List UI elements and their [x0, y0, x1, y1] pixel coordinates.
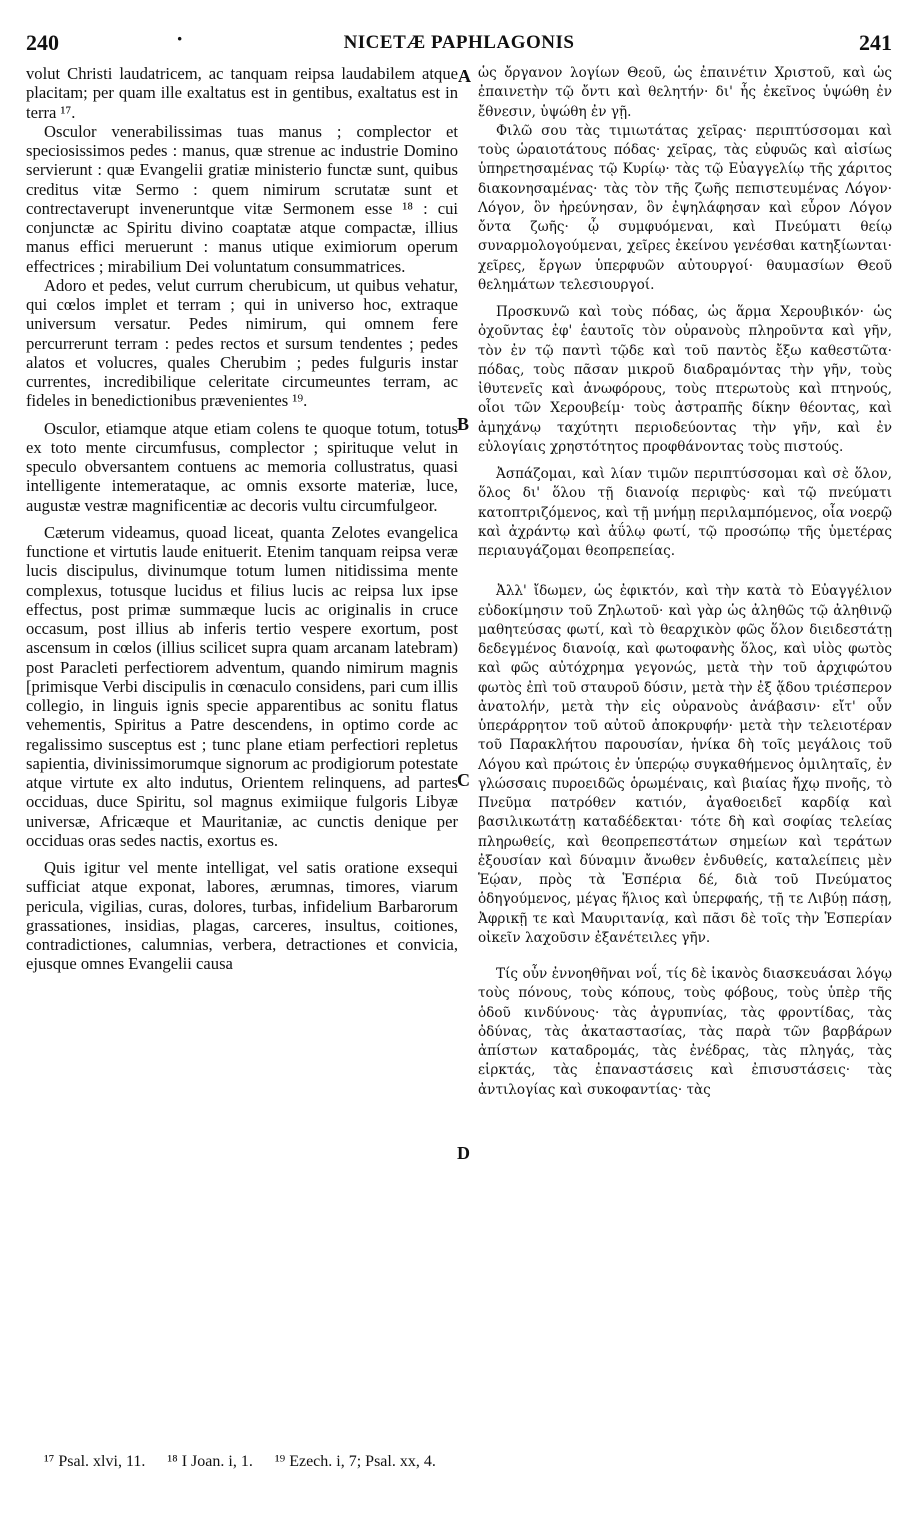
- greek-paragraph: Τίς οὖν ἐννοηθῆναι νοΐ, τίς δὲ ἱκανὸς διασκευάσαι λόγῳ τοὺς πόνους, τοὺς κόπους, τοὺς φόβους, τοὺς ὑπὲρ τῆς ὁδοῦ κινδύνους· τὰς ἀγρυπνίας, τὰς φροντίδας, τὰς ὀδύνας, τὰς ἀκαταστασίας, τὰς παρὰ τῶν βαρβάρων ἀπίστων καταδρομάς, τὰς ἐνέδρας, τὰς πληγάς, τὰς εἱρκτάς, τὰς ἐπαναστάσεις καὶ ἐπισυστάσεις· τὰς ἀντιλογίας καὶ συκοφαντίας· τὰς: [478, 966, 892, 1098]
- margin-marker-b: B: [457, 414, 470, 434]
- running-title: NICETÆ PAPHLAGONIS: [343, 32, 575, 53]
- latin-paragraph: Osculor, etiamque atque etiam colens te quoque totum, totus ex toto mente circumfusus, complector ; spirituque velut in speculo obversantem contuens ac memoria collustratus, quasi intelligente intemerataque, ac omnis exsorte materiæ, luce, augustæ vestræ magnificentiæ ac decoris vultu circumfulgeor.: [26, 418, 458, 515]
- latin-paragraph: Quis igitur vel mente intelligat, vel satis oratione exsequi sufficiat atque exponat, labores, ærumnas, timores, viarum pericula, vigilias, curas, dolores, turbas, infidelium Barbarorum grassationes, insidias, plagas, carceres, insultus, coitiones, contradictiones, calumnias, verbera, detractiones et convicia, ejusque omnes Evangelii causa: [26, 858, 458, 974]
- header-dot: ·: [176, 26, 184, 51]
- greek-paragraph: Ἀσπάζομαι, καὶ λίαν τιμῶν περιπτύσσομαι καὶ σὲ ὅλον, ὅλος δι' ὅλου τῇ διανοίᾳ περιφὺς· καὶ τῷ πνεύματι κατοπτριζόμενος, καὶ τῇ μνήμῃ περιλαμπόμενος, οἷα νοερῷ καὶ ἀχράντῳ καὶ ἀΰλῳ φωτί, τῷ προσώπῳ τῆς ὑμετέρας περιαυγάζομαι θεοπρεπείας.: [478, 466, 892, 559]
- greek-column: [478, 64, 892, 1100]
- margin-marker-c: C: [457, 770, 470, 790]
- latin-paragraph: Cæterum videamus, quoad liceat, quanta Zelotes evangelica functione et virtutis laude enituerit. Etenim tanquam reipsa veræ lucis discipulus, divinumque totum lumen nitidissima mente complexus, totusque lucidus et filius lucis ac reipsa lux ipse effectus, post primæ summæque lucis ac originalis in cruce occasum, post illius ab inferis tertio vespere exortum, post ascensum in cœlos (illius scilicet supra quam arcanam latebram) post Paracleti perfectiorem adventum, quando nimirum magnis [primisque Verbi discipulis in cœnaculo considens, pari cum illis collegio, in linguis ignis specie apparentibus ac sonitu flatus vehementis, Spiritus a Patre descendens, in optimo corde ac regalissimo susceptus est ; tunc plane etiam perfectiori repletus sapientia, divinissimorumque signorum ac prodigiorum potestate atque virtute ex alto indutus, Orientem relinquens, ad partes occiduas, duce Spiritu, sol magnus eximiique fulgoris Libyæ universæ, Africæque et Mauritaniæ, ac cunctis denique per occiduas oras sedes nactis, exortus es.: [26, 522, 458, 850]
- footnotes: [44, 1453, 454, 1471]
- greek-paragraph: Ἀλλ' ἴδωμεν, ὡς ἐφικτόν, καὶ τὴν κατὰ τὸ Εὐαγγέλιον εὐδοκίμησιν τοῦ Ζηλωτοῦ· καὶ γὰρ ὡς ἀληθῶς τῷ ἀληθινῷ μαθητεύσας φωτί, καὶ τὸ θεαρχικὸν φῶς ὅλον διειδεστάτῃ δεδεγμένος διανοίᾳ, καὶ φωτοφανὴς ὅλος, καὶ υἱὸς φωτὸς καὶ φῶς αὐτόχρημα γεγονώς, μετὰ τὴν τοῦ ἀρχιφώτου φωτὸς ἐπὶ τοῦ σταυροῦ δύσιν, μετὰ τὴν ἐξ ᾅδου τριέσπερον ἀνατολήν, μετὰ τὴν εἰς οὐρανοὺς ἀνάβασιν· εἴτ' οὖν ὑπεράρρητον τοῦ αὐτοῦ ἀποκρυφήν· μετὰ τὴν τελειοτέραν τοῦ Παρακλήτου παρουσίαν, ἡνίκα δὴ τοῖς μεγάλοις τοῦ Λόγου καὶ πρώτοις ἐν ὑπερῴῳ συγκαθήμενος ὁμιληταῖς, ἐν γλώσσαις πυροειδῶς ὁρωμέναις, καὶ βιαίας ἤχῳ πνοῆς, τὸ Πνεῦμα πατρόθεν κατιόν, ἀγαθοειδεῖ καρδίᾳ καὶ βασιλικωτάτῃ καταδέδεκται· τότε δὴ καὶ σοφίας τελείας πληρωθείς, καὶ θεοπρεπεστάτων σημείων καὶ τεράτων ἐξουσίαν καὶ δύναμιν ἄνωθεν ἐνδυθείς, καταλείπεις μὲν Ἑῴαν, πρὸς τὰ Ἑσπέρια δέ, διὰ τοῦ Πνεύματος ὁδηγούμενος, μέγας ἥλιος καὶ ὑπερφαής, τῇ τε Λιβύῃ πάσῃ, Ἀφρικῇ τε καὶ Μαυριτανίᾳ, καὶ πᾶσι δὲ τοῖς τὴν Ἑσπερίαν οἰκεῖν λαχοῦσιν ἐξανέτειλες γῆν.: [478, 583, 892, 946]
- footnote-17: ¹⁷ Psal. xlvi, 11.: [44, 1453, 146, 1470]
- page-number-right: 241: [859, 30, 892, 55]
- footnote-18: ¹⁸ I Joan. i, 1.: [167, 1453, 253, 1470]
- greek-paragraph: ὡς ὄργανον λογίων Θεοῦ, ὡς ἐπαινέτιν Χριστοῦ, καὶ ὡς ἐπαινετὴν τῷ ὄντι καὶ θελητήν· δι' ἧς ἐκεῖνος ὑψώθη ἐν ἔθνεσιν, ὑψώθη ἐν γῇ.: [478, 65, 892, 120]
- page-header: [26, 26, 892, 58]
- latin-paragraph: Adoro et pedes, velut currum cherubicum, ut quibus vehatur, qui cœlos implet et terram ; qui in universo hoc, extraque universum versatur. Pedes nimirum, qui omnem fere percurrerunt terram : pedes rectos et sursum tendentes ; pedes alatos et volucres, quales Cherubim ; pedes fulguris instar currentes, incredibilique celeritate circumeuntes terram, ac fideles in benedictionibus prævenientes ¹⁹.: [26, 275, 458, 411]
- margin-marker-a: A: [458, 66, 471, 86]
- latin-column: [26, 64, 458, 974]
- greek-paragraph: Φιλῶ σου τὰς τιμιωτάτας χεῖρας· περιπτύσσομαι καὶ τοὺς ὡραιοτάτους πόδας· χεῖρας, τὰς εὐφυῶς καὶ αἰσίως ὑπηρετησαμένας τῷ Κυρίῳ· τὰς τῷ Εὐαγγελίῳ τῆς χάριτος διακονησαμένας· τὰς τὸν τῆς ζωῆς πεπιστευμένας Λόγον· Λόγον, ὃν ἠρεύνησαν, ὃν ἐψηλάφησαν καὶ εὗρον Λόγον ὄντα ζωῆς· ᾧ συμφυόμεναι, καὶ Πνεύματι θείῳ συναρμολογούμεναι, χεῖρες ἐκείνου γενέσθαι κατηξίωνται· χεῖρες, ἔργων ὑπερφυῶν αὐτουργοί· θαυμασίων Θεοῦ θελημάτων τελεσιουργοί.: [478, 122, 892, 293]
- greek-paragraph: Προσκυνῶ καὶ τοὺς πόδας, ὡς ἅρμα Χερουβικόν· ὡς ὀχοῦντας ἐφ' ἑαυτοῖς τὸν οὐρανοὺς πληροῦντα καὶ γῆν, τὸν ἐν τῷ παντὶ τῷδε καὶ τοῦ παντὸς ἔξω καθεστῶτα· πόδας, τοὺς πᾶσαν μικροῦ διαδραμόντας τὴν γῆν, τοὺς ἰθυτενεῖς καὶ ἀνωφόρους, τοὺς πτερωτοὺς καὶ πτηνούς, οἷοι τῶν Χερουβείμ· τοὺς ἀστραπῆς δίκην θέοντας, καὶ ἀμηχάνῳ ταχύτητι περιοδεύοντας τὴν γῆν, καὶ ἐν εὐλογίαις χρηστότητος προφθάνοντας τοὺς πιστούς.: [478, 304, 892, 455]
- page-number-left: 240: [26, 30, 59, 55]
- footnote-19: ¹⁹ Ezech. i, 7; Psal. xx, 4.: [274, 1453, 436, 1470]
- latin-paragraph: Osculor venerabilissimas tuas manus ; complector et speciosissimos pedes : manus, quæ strenue ac industrie Domino servierunt : quæ Evangelii gratiæ ministerio functæ sunt, quibus creditus vitæ Sermo : quem nimirum scrutatæ sunt et contrectaverupt inveneruntque vitæ Sermonem esse ¹⁸ : cui conjunctæ ac Spiritu divino coaptatæ atque compactæ, illius manus effici meruerunt : manus utique eximiorum operum effectrices ; mirabilium Dei voluntatum consummatrices.: [26, 121, 458, 276]
- latin-paragraph: volut Christi laudatricem, ac tanquam reipsa laudabilem atque placitam; per quam ille exaltatus est in gentibus, exaltatus est in terra ¹⁷.: [26, 64, 458, 122]
- margin-marker-d: D: [457, 1143, 470, 1163]
